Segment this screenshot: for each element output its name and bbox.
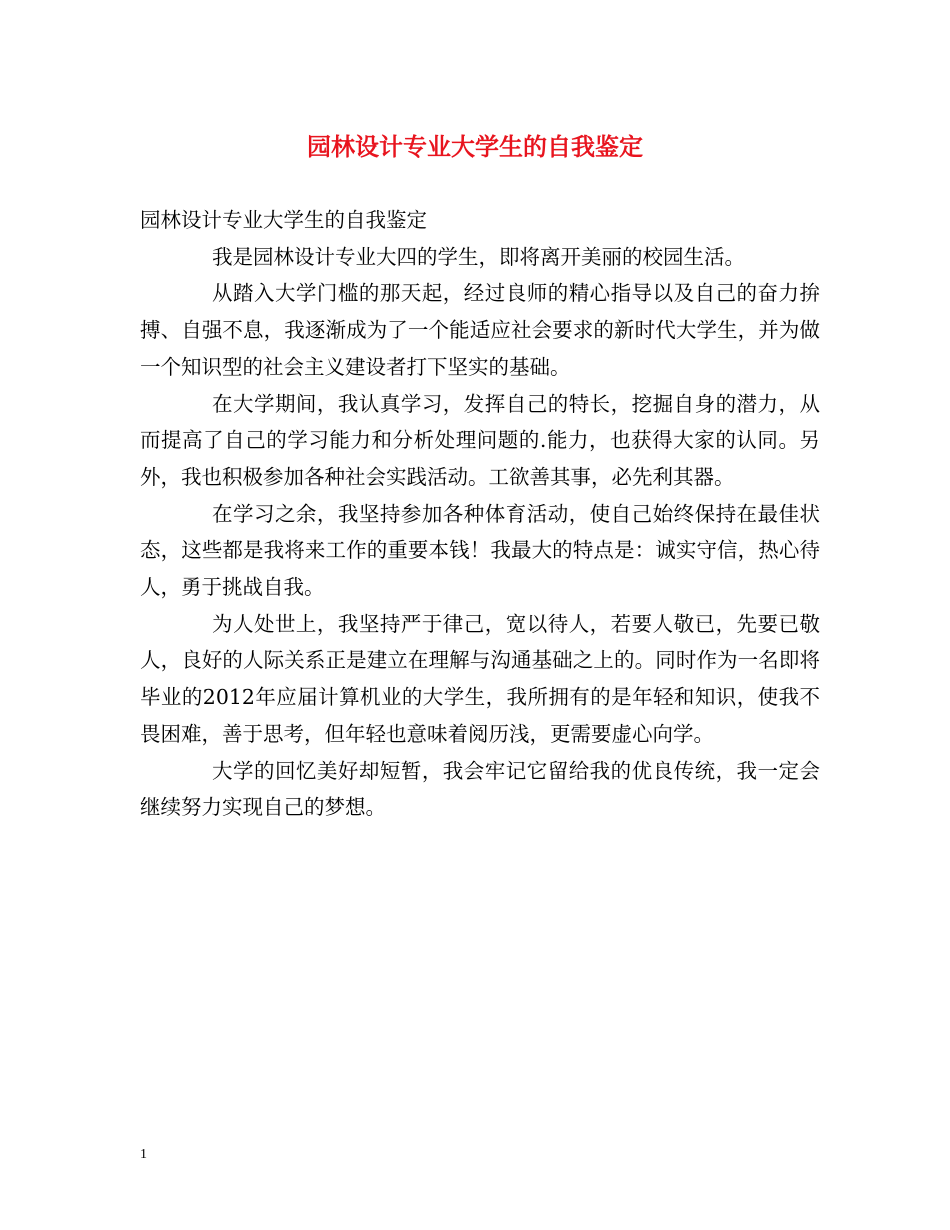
document-title: 园林设计专业大学生的自我鉴定 [307, 132, 643, 161]
paragraph-4: 在学习之余，我坚持参加各种体育活动，使自己始终保持在最佳状态，这些都是我将来工作的重要本钱！我最大的特点是：诚实守信，热心待人，勇于挑战自我。 [140, 501, 820, 600]
paragraph-1: 我是园林设计专业大四的学生，即将离开美丽的校园生活。 [212, 244, 745, 269]
page-number: 1 [140, 1147, 147, 1162]
paragraph-2: 从踏入大学门槛的那天起，经过良师的精心指导以及自己的奋力拚搏、自强不息，我逐渐成为了一个能适应社会要求的新时代大学生，并为做一个知识型的社会主义建设者打下坚实的基础。 [140, 281, 820, 379]
paragraph-5: 为人处世上，我坚持严于律己，宽以待人，若要人敬已，先要已敬人，良好的人际关系正是建立在理解与沟通基础之上的。同时作为一名即将毕业的2012年应届计算机业的大学生，我所拥有的是年轻和知识，使我不畏困难，善于思考，但年轻也意味着阅历浅，更需要虚心向学。 [140, 611, 820, 746]
paragraph-6: 大学的回忆美好却短暂，我会牢记它留给我的优良传统，我一定会继续努力实现自己的梦想。 [140, 758, 820, 820]
paragraph-3: 在大学期间，我认真学习，发挥自己的特长，挖掘自身的潜力，从而提高了自己的学习能力和分析处理问题的.能力，也获得大家的认同。另外，我也积极参加各种社会实践活动。工欲善其事，必先利其器。 [140, 391, 820, 489]
document-body [140, 202, 820, 826]
document-subtitle: 园林设计专业大学生的自我鉴定 [140, 208, 427, 232]
